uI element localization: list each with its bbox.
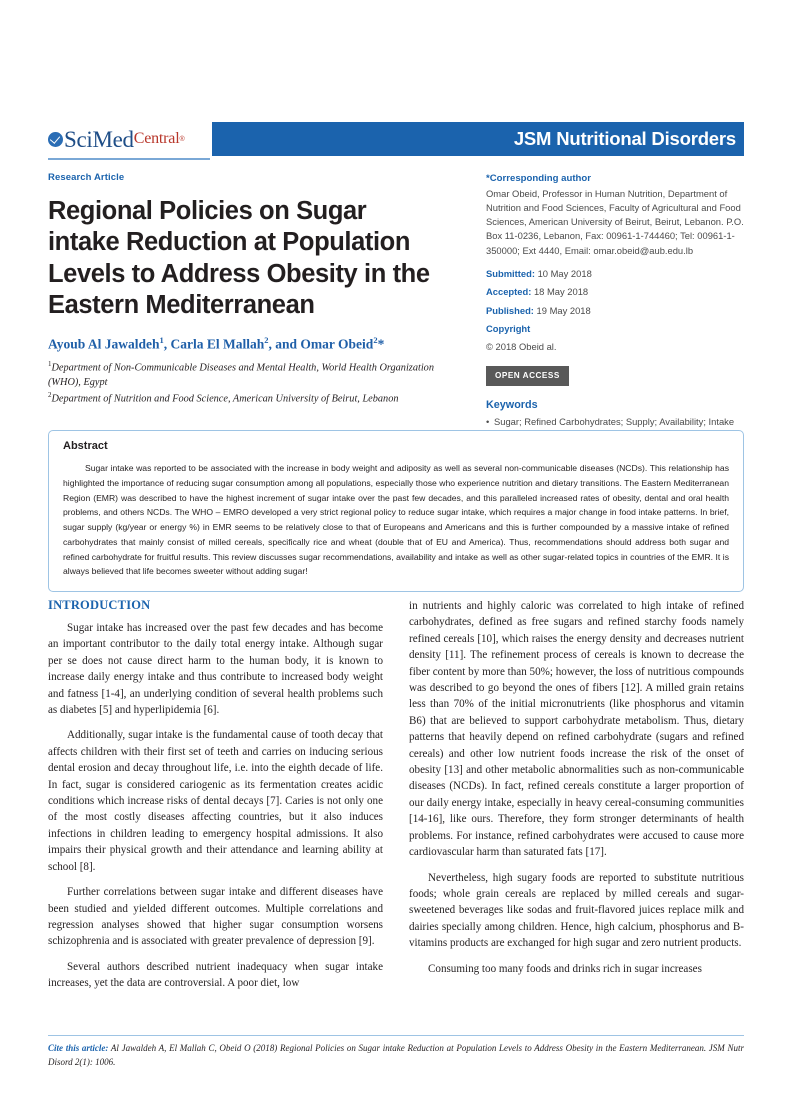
accepted-row <box>486 285 744 299</box>
abstract-heading: Abstract <box>63 440 108 452</box>
metadata-column <box>486 172 744 430</box>
keywords-value: • Sugar; Refined Carbohydrates; Supply; Availability; Intake <box>486 415 744 429</box>
abstract-text: Sugar intake was reported to be associated with the increase in body weight and adiposity as well as several non-communicable diseases (NCDs). This relationship has highlighted the importance of reducing sugar consumption among all populations, especially those who experience nutrition and dietary transitions. The Eastern Mediterranean Region (EMR) was described to have the highest increment of sugar intake over the past few decades, and this paralleled increased rates of obesity, dental and oral health problems, and others NCDs. The WHO – EMRO developed a very strict regional policy to reduce sugar intake, which requires a major change in food intake patterns. In brief, sugar supply (kg/year or energy %) in EMR seems to be relatively close to that of Europeans and Americans and this is further compounded by a massive intake of refined carbohydrates that mainly consist of milled cereals, specifically rice and wheat (double that of EU and America). Thus, recommendations should address both sugar and refined carbohydrate for fruitful results. This review discusses sugar recommendations, availability and intake as well as other sugar-related topics in countries of the EMR. It is always believed that life becomes sweeter without adding sugar! <box>63 463 729 577</box>
spacer <box>486 258 744 267</box>
copyright-value-row <box>486 340 744 354</box>
copyright-label: Copyright <box>486 322 531 334</box>
paragraph: Sugar intake has increased over the past few decades and has become an important contributor to the daily total energy intake. Although sugar per se does not cause direct harm to the human body, it is known to increase daily energy intake and thus contribute to increased body weight and fatness [1-4], an underlying condition of several health problems such as diabetes [5] and hyperlipidemia [6]. <box>48 622 383 717</box>
abstract-section <box>48 430 744 592</box>
published-row <box>486 304 744 318</box>
keywords-label: Keywords <box>486 399 538 412</box>
masthead <box>48 122 744 160</box>
affiliation-1: $^1$Department of Non-Communicable Diseases and Mental Health, World Health Organization (WHO), Egypt <box>48 360 434 389</box>
paragraph: Several authors described nutrient inadequacy when sugar intake increases, yet the data are controversial. A poor diet, low <box>48 960 383 990</box>
logo-text-central: Central <box>133 130 180 147</box>
section-heading-introduction: INTRODUCTION <box>48 598 151 612</box>
corresponding-author-text: Omar Obeid, Professor in Human Nutrition, Department of Nutrition and Food Sciences, Faculty of Agricultural and Food Sciences, American University of Beirut, Beirut, Lebanon. P.O. Box 11-0236, Lebanon, Fax: 00961-1-744460; Tel: 00961-1-350000; Ext 4440, Email: omar.obeid@aub.edu.lb <box>486 187 744 256</box>
paragraph: Further correlations between sugar intake and different diseases have been studied and yielded different outcomes. Multiple correlations and regression analyses showed that higher sugar consumption worsens schizophrenia and is associated with greater prevalence of depression [9]. <box>48 886 383 948</box>
published-value: 19 May 2018 <box>536 304 591 316</box>
citation-footer <box>48 1042 744 1069</box>
paragraph: in nutrients and highly caloric was correlated to high intake of refined carbohydrates, defined as free sugars and refined starchy foods namely refined cereals [10], which raises the energy density and decreases nutrient density [11]. The refinement process of cereals is known to decrease the fiber content by more than 50%; however, the loss of nutritious compounds was described to go beyond the ones of fibers [12]. A milled grain retains less than 70% of the initial micronutrients (like phosphorus and vitamin B6) that are believed to support carbohydrate metabolism. Thus, dietary patterns that heavily depend on refined carbohydrate (sugars and refined cereals) and other low nutrient foods increase the risk of the onset of obesity [13] and other metabolic abnormalities such as non-communicable diseases (NCDs). In fact, refined cereals constitute a larger proportion of our daily energy intake, especially in heavy cereal-consuming communities [14-16], like ours. Therefore, they form stronger determinants of health problems. For instance, refined carbohydrates were accused to cause more cardiovascular harm than saturated fats [17]. <box>409 600 744 859</box>
accepted-label: Accepted: <box>486 286 532 298</box>
publication-dates <box>486 267 744 354</box>
submitted-row <box>486 267 744 281</box>
body-column-right <box>409 598 744 1023</box>
footer-divider <box>48 1035 744 1036</box>
copyright-value: © 2018 Obeid al. <box>486 341 557 353</box>
accepted-value: 18 May 2018 <box>533 286 589 298</box>
copyright-row <box>486 322 744 336</box>
page-title: Regional Policies on Sugar intake Reduction at Population Levels to Address Obesity in the Eastern Mediterranean <box>48 197 430 320</box>
submitted-label: Submitted: <box>486 268 535 280</box>
article-type-label: Research Article <box>48 172 125 183</box>
article-body <box>48 598 744 1023</box>
affiliation-2: $^2$Department of Nutrition and Food Science, American University of Beirut, Lebanon <box>48 391 399 405</box>
cite-label: Cite this article: <box>48 1043 109 1053</box>
submitted-value: 10 May 2018 <box>537 268 592 280</box>
title-column <box>48 172 448 408</box>
open-access-badge[interactable]: OPEN ACCESS <box>486 366 569 386</box>
scimedcentral-logo[interactable] <box>48 122 212 156</box>
paragraph: Additionally, sugar intake is the fundamental cause of tooth decay that affects children with their first set of teeth and carries on inducing serious dental erosion and decay throughout life, i.e. into the eighth decade of life. In fact, sugar is considered cariogenic as its fermentation creates acidic conditions which increase risks of dental decays [7]. Caries is not only one of the most costly diseases affecting countries, but it also induces infections in children leading to emergency hospital admissions. It also impairs their physical growth and their attendance and learning ability at school [8]. <box>48 729 383 873</box>
corresponding-author-label: *Corresponding author <box>486 173 591 184</box>
published-label: Published: <box>486 304 534 316</box>
paragraph: Nevertheless, high sugary foods are reported to substitute nutritious foods; whole grain cereals are replaced by milled cereals and sugar-sweetened beverages like sodas and fruit-flavored juices replace milk and dairies specially among children. Hence, high calcium, phosphorus and B-vitamins products are exchanged for high sugar and zero nutrient products. <box>409 871 744 950</box>
paragraph: Consuming too many foods and drinks rich in sugar increases <box>428 962 702 975</box>
masthead-underline <box>48 158 210 160</box>
logo-text-sci: SciMed <box>64 126 134 152</box>
body-column-left <box>48 598 383 1023</box>
journal-title: JSM Nutritional Disorders <box>513 128 736 149</box>
cite-text: Al Jawaldeh A, El Mallah C, Obeid O (2018) Regional Policies on Sugar intake Reduction at Population Levels to Address Obesity in the Eastern Mediterranean. JSM Nutr Disord 2(1): 1006. <box>48 1043 744 1067</box>
author-list: Ayoub Al Jawaldeh$^1$, Carla El Mallah$^2$, and Omar Obeid$^2$* <box>48 335 385 352</box>
check-circle-icon <box>48 132 63 147</box>
logo-trademark: ® <box>179 135 185 143</box>
